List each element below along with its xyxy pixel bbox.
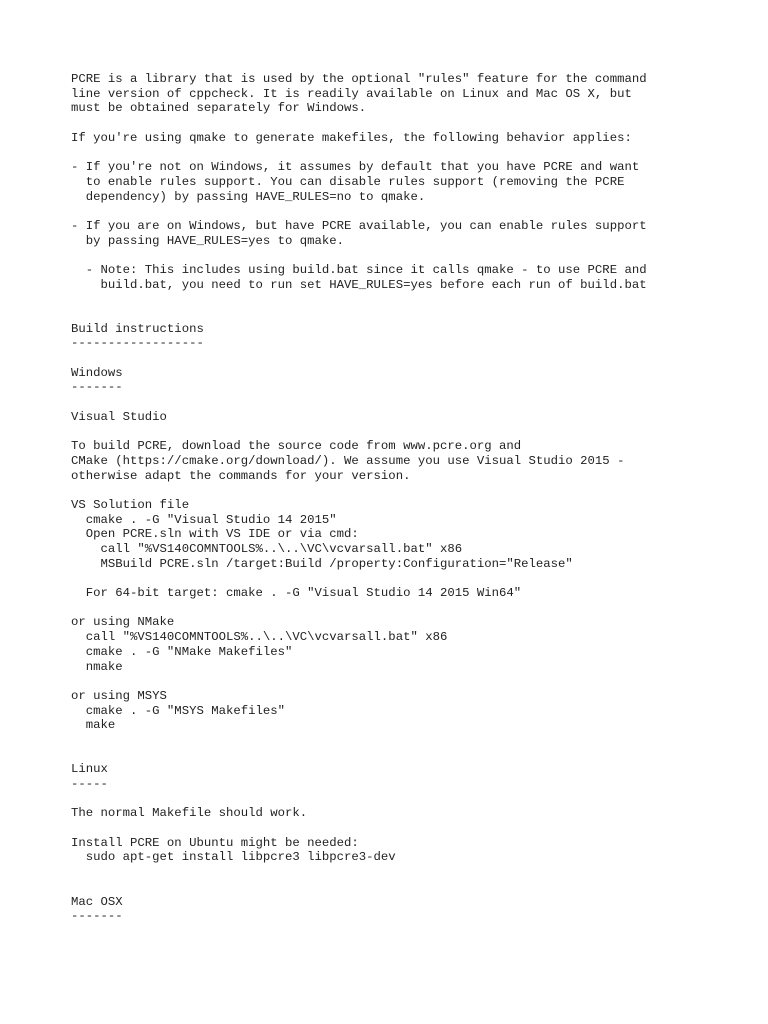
text-line: -------	[71, 380, 123, 395]
text-line: -------	[71, 909, 123, 924]
text-line	[71, 351, 731, 366]
text-line: line version of cppcheck. It is readily available on Linux and Mac OS X, but	[71, 86, 632, 101]
text-line: sudo apt-get install libpcre3 libpcre3-dev	[71, 850, 396, 865]
text-line	[71, 307, 731, 322]
text-line	[71, 733, 731, 748]
text-line: ------------------	[71, 336, 204, 351]
text-line: MSBuild PCRE.sln /target:Build /property:Configuration="Release"	[71, 556, 573, 571]
text-line	[71, 601, 731, 616]
text-line	[71, 292, 731, 307]
text-line	[71, 483, 731, 498]
text-line: PCRE is a library that is used by the optional "rules" feature for the command	[71, 72, 647, 86]
text-line: If you're using qmake to generate makefiles, the following behavior applies:	[71, 130, 632, 145]
text-line	[71, 116, 731, 131]
text-line: VS Solution file	[71, 497, 190, 512]
text-line: call "%VS140COMNTOOLS%..\..\VC\vcvarsall.bat" x86	[71, 630, 448, 645]
document-page	[71, 72, 731, 924]
text-line: dependency) by passing HAVE_RULES=no to qmake.	[71, 189, 426, 204]
text-line: Open PCRE.sln with VS IDE or via cmd:	[71, 527, 359, 542]
text-line: cmake . -G "MSYS Makefiles"	[71, 703, 286, 718]
text-line: call "%VS140COMNTOOLS%..\..\VC\vcvarsall.bat" x86	[71, 542, 463, 556]
text-line: or using NMake	[71, 615, 175, 630]
text-line: cmake . -G "NMake Makefiles"	[71, 644, 293, 659]
text-line	[71, 204, 731, 219]
text-line: must be obtained separately for Windows.	[71, 101, 367, 116]
text-line: The normal Makefile should work.	[71, 806, 308, 821]
text-line	[71, 395, 731, 410]
text-line	[71, 674, 731, 689]
text-line: nmake	[71, 659, 123, 674]
text-line: - Note: This includes using build.bat since it calls qmake - to use PCRE and	[71, 262, 647, 277]
text-line	[71, 145, 731, 160]
text-line	[71, 865, 731, 880]
text-line: to enable rules support. You can disable rules support (removing the PCRE	[71, 174, 625, 189]
text-line: Build instructions	[71, 321, 204, 336]
text-line	[71, 821, 731, 836]
text-line: Mac OSX	[71, 894, 123, 909]
text-line	[71, 571, 731, 586]
text-line: by passing HAVE_RULES=yes to qmake.	[71, 233, 345, 248]
text-line	[71, 425, 731, 440]
text-line: To build PCRE, download the source code from www.pcre.org and	[71, 439, 522, 454]
text-line: - If you're not on Windows, it assumes by default that you have PCRE and want	[71, 160, 640, 175]
text-line: or using MSYS	[71, 688, 167, 703]
text-line: build.bat, you need to run set HAVE_RULES=yes before each run of build.bat	[71, 277, 647, 292]
text-line: otherwise adapt the commands for your version.	[71, 468, 411, 483]
text-line: Install PCRE on Ubuntu might be needed:	[71, 835, 359, 850]
text-line: CMake (https://cmake.org/download/). We assume you use Visual Studio 2015 -	[71, 453, 625, 468]
text-line: For 64-bit target: cmake . -G "Visual Studio 14 2015 Win64"	[71, 586, 522, 601]
text-line: Windows	[71, 365, 123, 380]
text-line	[71, 248, 731, 263]
text-line	[71, 880, 731, 895]
text-line: - If you are on Windows, but have PCRE available, you can enable rules support	[71, 218, 647, 233]
text-line: -----	[71, 777, 108, 791]
text-line: Visual Studio	[71, 409, 167, 424]
text-line	[71, 792, 731, 807]
text-line: Linux	[71, 762, 108, 777]
text-line: make	[71, 718, 116, 733]
text-line: cmake . -G "Visual Studio 14 2015"	[71, 512, 337, 527]
text-line	[71, 748, 731, 763]
